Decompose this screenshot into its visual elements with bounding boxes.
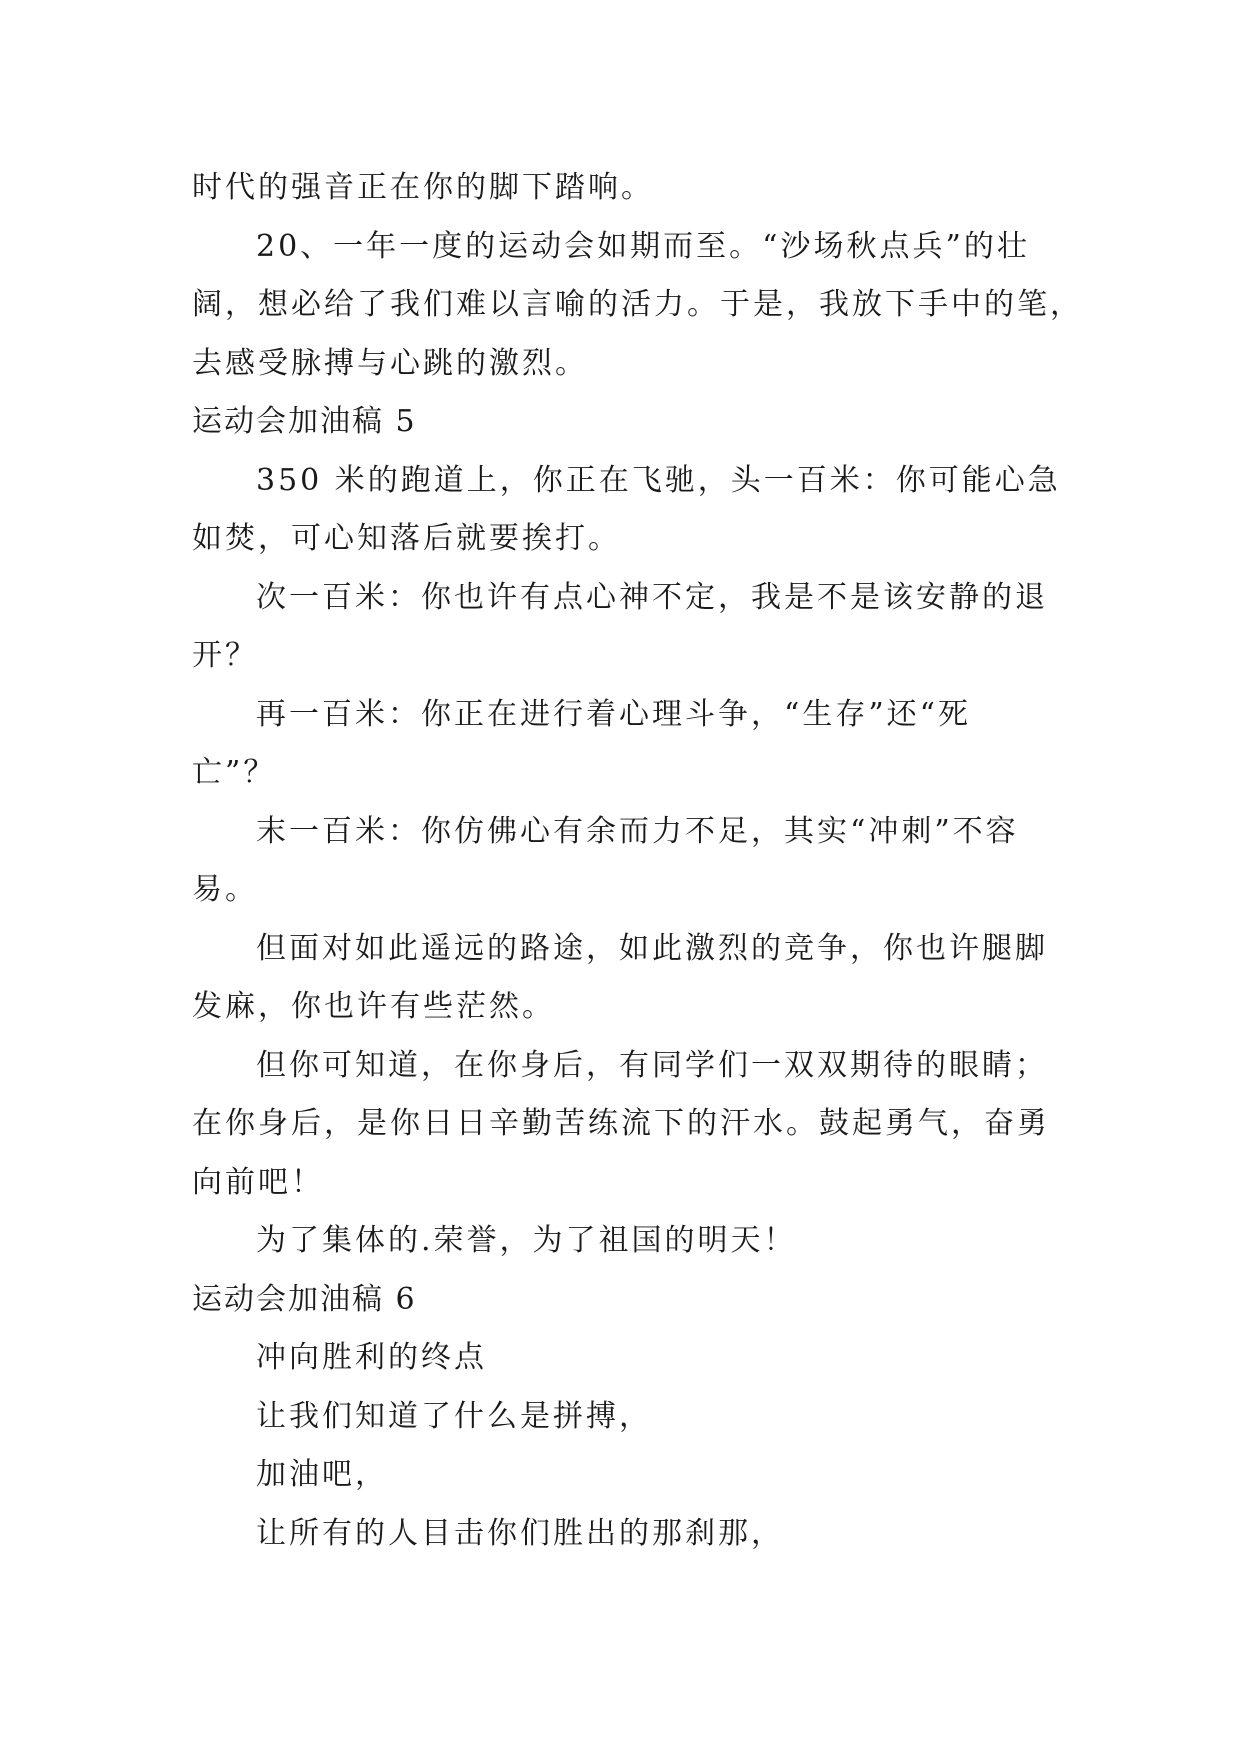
text-line: 在你身后，是你日日辛勤苦练流下的汗水。鼓起勇气，奋勇 bbox=[192, 1106, 1050, 1141]
document-page bbox=[192, 159, 1083, 1563]
text-line: 让所有的人目击你们胜出的那刹那， bbox=[256, 1515, 784, 1551]
text-line: 20、一年一度的运动会如期而至。“沙场秋点兵”的壮 bbox=[256, 228, 1030, 264]
text-line: 亡”？ bbox=[192, 755, 277, 790]
text-line: 去感受脉搏与心跳的激烈。 bbox=[192, 345, 588, 381]
text-line: 350 米的跑道上，你正在飞驰，头一百米：你可能心急 bbox=[256, 462, 1061, 498]
text-line: 但面对如此遥远的路途，如此激烈的竞争，你也许腿脚 bbox=[256, 930, 1048, 966]
text-line: 发麻，你也许有些茫然。 bbox=[192, 989, 555, 1024]
section-heading: 运动会加油稿 5 bbox=[192, 404, 417, 439]
text-line: 让我们知道了什么是拼搏， bbox=[256, 1398, 652, 1434]
text-line: 加油吧， bbox=[256, 1457, 388, 1492]
text-line: 如焚，可心知落后就要挨打。 bbox=[192, 521, 621, 556]
text-line: 冲向胜利的终点 bbox=[256, 1340, 487, 1375]
text-line: 次一百米：你也许有点心神不定，我是不是该安静的退 bbox=[256, 579, 1048, 615]
text-line: 但你可知道，在你身后，有同学们一双双期待的眼睛； bbox=[256, 1047, 1048, 1083]
section-heading: 运动会加油稿 6 bbox=[192, 1281, 417, 1317]
text-line: 向前吧！ bbox=[192, 1164, 324, 1200]
text-line: 易。 bbox=[192, 872, 258, 907]
text-line: 开？ bbox=[192, 638, 258, 673]
text-line: 阔，想必给了我们难以言喻的活力。于是，我放下手中的笔， bbox=[192, 287, 1083, 322]
text-line: 末一百米：你仿佛心有余而力不足，其实“冲刺”不容 bbox=[256, 813, 1019, 849]
text-line: 为了集体的.荣誉，为了祖国的明天！ bbox=[256, 1223, 797, 1258]
text-line: 时代的强音正在你的脚下踏响。 bbox=[192, 170, 654, 205]
text-line: 再一百米：你正在进行着心理斗争，“生存”还“死 bbox=[256, 696, 972, 732]
